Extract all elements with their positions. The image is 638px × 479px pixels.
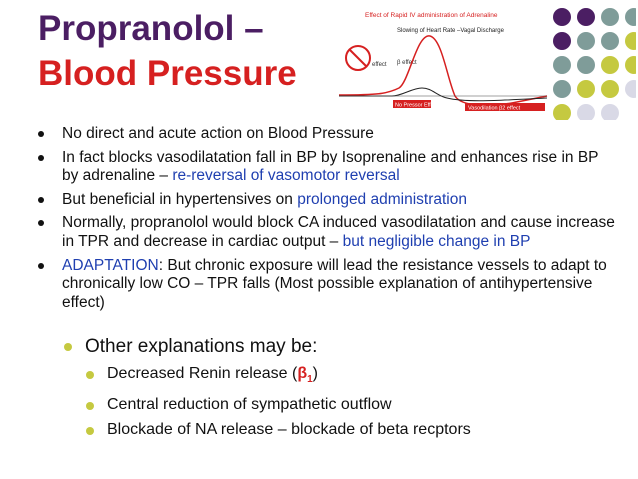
bullet-dot-icon: [38, 263, 44, 269]
figure-label-no-pressor: No Pressor Effect: [395, 102, 438, 109]
bullet-highlight: prolonged administration: [297, 190, 467, 208]
sub-sub-item: Decreased Renin release $(\beta_1)$: [85, 363, 471, 390]
slide-title: [38, 6, 297, 96]
olive-bullet-icon: [64, 343, 72, 351]
sub-bullet-item: [63, 335, 471, 440]
bullet-item: [38, 125, 618, 144]
bullet-text: : But chronic exposure will lead the resistance vessels to adapt to chronically low CO – TPR falls (Most possible explanation of antihypertensive effect): [62, 256, 607, 311]
sub-bullet-list: [63, 335, 471, 444]
olive-bullet-icon: [86, 427, 94, 435]
sub-sub-list: [85, 363, 471, 440]
decorative-dot-grid: [550, 6, 636, 120]
figure-label-beta: β effect: [397, 60, 417, 66]
bullet-item: [38, 214, 618, 251]
bullet-item: [38, 191, 618, 210]
bullet-dot-icon: [38, 131, 44, 137]
bullet-highlight: re-reversal of vasomotor reversal: [172, 167, 400, 185]
figure-caption: Effect of Rapid IV administration of Adrenaline: [365, 12, 498, 19]
title-line-2: Blood Pressure: [38, 54, 297, 93]
bullet-text: No direct and acute action on Blood Pressure: [62, 125, 374, 142]
adrenaline-bp-figure: [337, 8, 550, 116]
bullet-item: [38, 257, 618, 313]
figure-label-vasodilation: Vasodilation β2 effect: [468, 105, 521, 112]
bullet-item: [38, 149, 618, 186]
olive-bullet-icon: [86, 402, 94, 410]
bullet-dot-icon: [38, 220, 44, 226]
bullet-dot-icon: [38, 197, 44, 203]
sub-bullet-text: Other explanations may be:: [85, 336, 318, 357]
olive-bullet-icon: [86, 371, 94, 379]
bullet-dot-icon: [38, 155, 44, 161]
bullet-text: In fact blocks vasodilatation fall in BP by Isoprenaline and enhances rise in BP by adrenaline –: [62, 148, 599, 185]
bullet-text: Normally, propranolol would block CA induced vasodilatation and cause increase in TPR and decrease in cardiac output –: [62, 214, 615, 250]
title-line-1: Propranolol –: [38, 9, 264, 48]
sub-sub-item: Blockade of NA release – blockade of beta recptors: [85, 419, 471, 440]
sub-sub-item: Central reduction of sympathetic outflow: [85, 394, 471, 415]
bullet-lead: ADAPTATION: [62, 256, 159, 274]
main-bullet-list: [38, 125, 618, 314]
bullet-text: But beneficial in hypertensives on: [62, 190, 298, 208]
bullet-highlight: but negligible change in BP: [342, 232, 531, 250]
figure-label-slowing: Slowing of Heart Rate –Vagal Discharge: [397, 28, 504, 34]
figure-label-effect: effect: [372, 62, 387, 68]
